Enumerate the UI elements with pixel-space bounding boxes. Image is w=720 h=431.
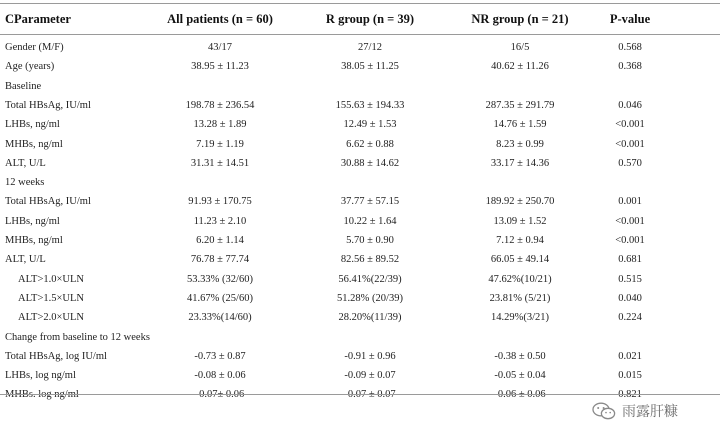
wechat-icon xyxy=(592,402,616,420)
table-cell: -0.05 ± 0.04 xyxy=(494,370,546,382)
table-cell: 7.19 ± 1.19 xyxy=(196,138,244,150)
table-row xyxy=(0,348,720,366)
header-parameter: CParameter xyxy=(5,12,71,26)
table-row xyxy=(0,271,720,289)
table-cell: 7.12 ± 0.94 xyxy=(496,235,544,246)
row-label: LHBs, ng/ml xyxy=(5,119,60,131)
table-cell: 23.81% (5/21) xyxy=(489,292,551,304)
table-row xyxy=(0,155,720,173)
top-rule xyxy=(0,3,720,4)
table-cell: 47.62%(10/21) xyxy=(488,273,552,285)
table-cell: 82.56 ± 89.52 xyxy=(340,254,400,266)
table-cell: 40.62 ± 11.26 xyxy=(491,61,549,73)
table-cell xyxy=(150,386,290,404)
table-cell: 0.515 xyxy=(618,273,642,285)
table-cell: 5.70 ± 0.90 xyxy=(346,235,394,246)
bottom-rule xyxy=(0,394,720,395)
table-row xyxy=(0,39,720,57)
table-cell: 287.35 ± 291.79 xyxy=(485,99,555,111)
row-label: Total HBsAg, IU/ml xyxy=(5,196,91,208)
table-cell: 31.31 ± 14.51 xyxy=(190,157,250,169)
table-row xyxy=(0,213,720,231)
row-label xyxy=(5,386,79,404)
row-label: Age (years) xyxy=(5,61,55,73)
row-label: Total HBsAg, IU/ml xyxy=(5,99,91,111)
table-cell: 0.021 xyxy=(618,350,642,362)
table-cell: 38.95 ± 11.23 xyxy=(191,61,249,73)
table-row xyxy=(0,232,720,250)
table-cell: 198.78 ± 236.54 xyxy=(185,99,255,111)
table-cell: 91.93 ± 170.75 xyxy=(188,196,252,208)
watermark xyxy=(592,400,678,422)
row-label: ALT>1.0×ULN xyxy=(18,273,84,285)
table-cell: 0.368 xyxy=(618,61,642,73)
table-cell: <0.001 xyxy=(615,235,645,246)
table-cell: 189.92 ± 250.70 xyxy=(485,196,555,208)
table-row xyxy=(0,193,720,211)
row-label: ALT>1.5×ULN xyxy=(18,292,84,304)
row-label: Change from baseline to 12 weeks xyxy=(5,331,150,343)
table-row xyxy=(0,309,720,327)
table-cell: 0.568 xyxy=(618,42,642,53)
table-cell: 23.33%(14/60) xyxy=(188,312,252,324)
table-cell: 0.570 xyxy=(618,157,642,169)
table-cell: <0.001 xyxy=(615,215,645,227)
watermark-text: 雨露肝糠 xyxy=(622,404,678,420)
table-row xyxy=(0,290,720,308)
table-row xyxy=(0,174,720,192)
table-cell: 56.41%(22/39) xyxy=(338,273,402,285)
table-cell: 66.05 ± 49.14 xyxy=(490,254,550,266)
table-cell: 30.88 ± 14.62 xyxy=(340,157,400,169)
header-p-value: P-value xyxy=(609,12,651,26)
table-row xyxy=(0,251,720,269)
table-row xyxy=(0,116,720,134)
row-label: LHBs, ng/ml xyxy=(5,215,60,227)
row-label: MHBs, ng/ml xyxy=(5,138,63,150)
header-nr-group: NR group (n = 21) xyxy=(471,12,569,26)
table-cell: 43/17 xyxy=(208,42,232,53)
table-cell: 13.28 ± 1.89 xyxy=(193,119,247,131)
row-label: Gender (M/F) xyxy=(5,42,64,53)
row-label: MHBs, ng/ml xyxy=(5,235,63,246)
table-cell: 53.33% (32/60) xyxy=(187,273,253,285)
table-cell xyxy=(445,386,595,404)
header-rule xyxy=(0,34,720,35)
table-cell: 8.23 ± 0.99 xyxy=(496,138,544,150)
table-row xyxy=(0,367,720,385)
table-cell: 12.49 ± 1.53 xyxy=(343,119,397,131)
table-cell: -0.73 ± 0.87 xyxy=(194,350,246,362)
table-cell: 6.20 ± 1.14 xyxy=(196,235,244,246)
table-cell: 0.681 xyxy=(618,254,642,266)
table-cell: -0.38 ± 0.50 xyxy=(494,350,546,362)
table-cell: 33.17 ± 14.36 xyxy=(490,157,550,169)
table-row xyxy=(0,329,720,347)
table-cell: 27/12 xyxy=(358,42,382,53)
table-cell: 51.28% (20/39) xyxy=(337,292,403,304)
row-label: LHBs, log ng/ml xyxy=(5,370,76,382)
table-cell: 41.67% (25/60) xyxy=(187,292,253,304)
row-label: ALT, U/L xyxy=(5,254,46,266)
table-row xyxy=(0,136,720,154)
row-label: Total HBsAg, log IU/ml xyxy=(5,350,107,362)
table-cell: 0.046 xyxy=(618,99,642,111)
table-cell: 0.040 xyxy=(618,292,642,304)
table-cell: 76.78 ± 77.74 xyxy=(190,254,250,266)
table-header-row xyxy=(0,8,720,30)
header-all-patients: All patients (n = 60) xyxy=(167,12,273,26)
table-cell: -0.08 ± 0.06 xyxy=(194,370,246,382)
row-label: 12 weeks xyxy=(5,177,45,189)
table-cell: 0.015 xyxy=(618,370,642,382)
table-cell: 0.001 xyxy=(618,196,642,208)
header-r-group: R group (n = 39) xyxy=(325,12,415,26)
table-cell xyxy=(305,386,435,404)
table-cell: 11.23 ± 2.10 xyxy=(193,215,247,227)
table-cell: <0.001 xyxy=(615,119,645,131)
row-label: ALT, U/L xyxy=(5,157,46,169)
table-row xyxy=(0,78,720,96)
table-cell: -0.09 ± 0.07 xyxy=(344,370,396,382)
row-label: Baseline xyxy=(5,80,42,92)
table-cell: <0.001 xyxy=(615,138,645,150)
table-cell: 155.63 ± 194.33 xyxy=(335,99,405,111)
table-cell: 38.05 ± 11.25 xyxy=(341,61,399,73)
table-cell: 28.20%(11/39) xyxy=(338,312,402,324)
table-cell: 14.76 ± 1.59 xyxy=(493,119,547,131)
table-cell: 13.09 ± 1.52 xyxy=(493,215,547,227)
table-row xyxy=(0,58,720,76)
table-cell: 16/5 xyxy=(510,42,530,53)
table-row xyxy=(0,97,720,115)
table-cell: -0.91 ± 0.96 xyxy=(344,350,396,362)
table-cell: 14.29%(3/21) xyxy=(490,312,550,324)
table-cell: 0.224 xyxy=(618,312,642,324)
row-label: ALT>2.0×ULN xyxy=(18,312,84,324)
table-cell: 6.62 ± 0.88 xyxy=(346,138,394,150)
table-cell: 10.22 ± 1.64 xyxy=(343,215,397,227)
table-cell: 37.77 ± 57.15 xyxy=(340,196,400,208)
